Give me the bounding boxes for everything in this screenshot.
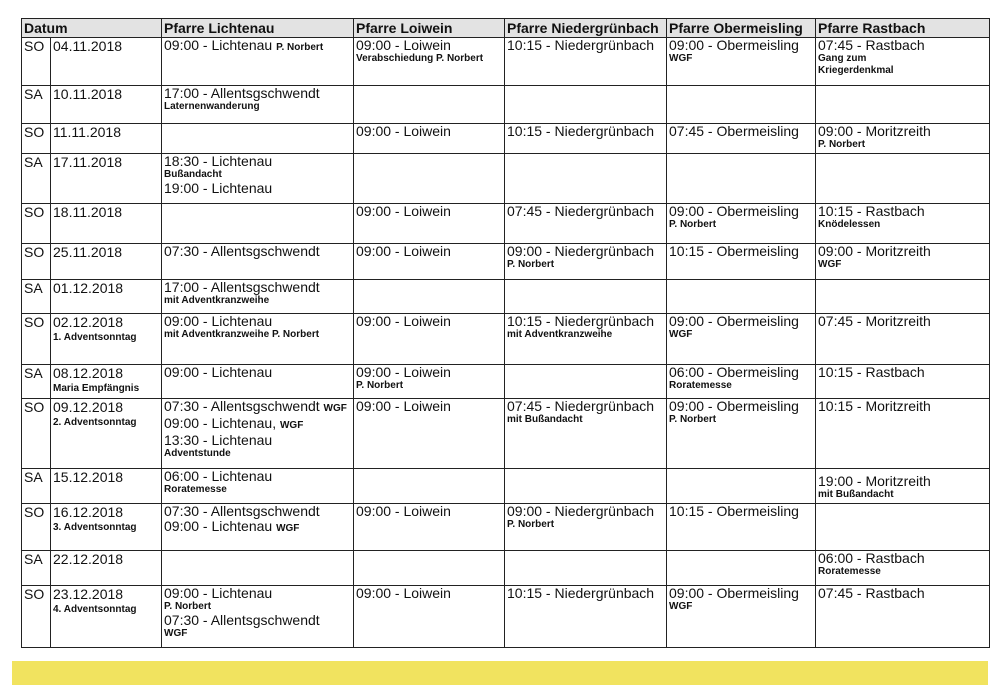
service-tag: WGF xyxy=(279,420,304,431)
loiwein-cell xyxy=(354,551,505,586)
service-note: Roratemesse xyxy=(669,380,732,391)
day-cell: SA xyxy=(22,154,51,204)
date-text: 11.11.2018 xyxy=(53,124,121,140)
date-cell xyxy=(51,38,162,86)
service-text: 10:15 - Rastbach xyxy=(818,203,925,219)
service-text: 09:00 - Lichtenau xyxy=(164,518,273,534)
rastbach-cell xyxy=(816,586,990,648)
service-text: 09:00 - Lichtenau xyxy=(164,364,273,380)
service-note: P. Norbert xyxy=(669,414,717,425)
service-text: 07:30 - Allentsgschwendt xyxy=(164,612,320,628)
obermeisling-cell xyxy=(667,280,816,314)
date-text: 09.12.2018 xyxy=(53,399,124,415)
header-obermeisling: Pfarre Obermeisling xyxy=(667,19,816,38)
header-niedergruenbach: Pfarre Niedergrünbach xyxy=(505,19,667,38)
date-text: 16.12.2018 xyxy=(53,504,124,520)
table-row xyxy=(22,154,990,204)
header-lichtenau: Pfarre Lichtenau xyxy=(162,19,354,38)
obermeisling-cell xyxy=(667,399,816,469)
date-cell xyxy=(51,314,162,365)
date-cell xyxy=(51,244,162,280)
date-text: 23.12.2018 xyxy=(53,586,124,602)
day-cell: SO xyxy=(22,204,51,244)
service-text: 10:15 - Niedergrünbach xyxy=(507,313,655,329)
day-cell: SA xyxy=(22,365,51,399)
service-text: 06:00 - Rastbach xyxy=(818,550,925,566)
date-cell xyxy=(51,204,162,244)
rastbach-cell xyxy=(816,154,990,204)
service-note: Laternenwanderung xyxy=(164,101,260,112)
obermeisling-cell xyxy=(667,204,816,244)
service-tag: WGF xyxy=(276,523,300,534)
lichtenau-cell xyxy=(162,365,354,399)
service-note: P. Norbert xyxy=(164,601,212,612)
service-text: 09:00 - Lichtenau xyxy=(164,585,273,601)
service-time xyxy=(164,416,352,433)
service-text: 07:45 - Rastbach xyxy=(818,585,925,601)
loiwein-cell xyxy=(354,280,505,314)
lichtenau-cell xyxy=(162,314,354,365)
service-text: 09:00 - Moritzreith xyxy=(818,243,931,259)
date-cell xyxy=(51,86,162,124)
rastbach-cell xyxy=(816,86,990,124)
date-text: 10.11.2018 xyxy=(53,86,123,102)
service-text: 19:00 - Lichtenau xyxy=(164,180,273,196)
date-cell xyxy=(51,154,162,204)
service-text: 09:00 - Lichtenau xyxy=(164,313,273,329)
day-cell: SA xyxy=(22,469,51,504)
date-text: 18.11.2018 xyxy=(53,204,123,220)
service-text: 09:00 - Obermeisling xyxy=(669,398,799,414)
loiwein-cell xyxy=(354,314,505,365)
service-text: 07:30 - Allentsgschwendt xyxy=(164,503,320,519)
loiwein-cell xyxy=(354,86,505,124)
date-cell xyxy=(51,586,162,648)
service-text: 09:00 - Loiwein xyxy=(356,123,451,139)
loiwein-cell xyxy=(354,504,505,551)
loiwein-cell xyxy=(354,399,505,469)
niedergruenbach-cell xyxy=(505,504,667,551)
lichtenau-cell xyxy=(162,124,354,154)
service-note: Bußandacht xyxy=(164,169,222,180)
lichtenau-cell xyxy=(162,469,354,504)
obermeisling-cell xyxy=(667,365,816,399)
date-cell xyxy=(51,365,162,399)
obermeisling-cell xyxy=(667,124,816,154)
obermeisling-cell xyxy=(667,244,816,280)
rastbach-cell xyxy=(816,551,990,586)
day-cell: SA xyxy=(22,280,51,314)
day-cell: SO xyxy=(22,504,51,551)
loiwein-cell xyxy=(354,586,505,648)
rastbach-cell xyxy=(816,469,990,504)
date-text: 04.11.2018 xyxy=(53,38,123,54)
niedergruenbach-cell xyxy=(505,365,667,399)
niedergruenbach-cell xyxy=(505,586,667,648)
service-text: 09:00 - Obermeisling xyxy=(669,37,799,53)
day-cell: SO xyxy=(22,38,51,86)
date-text: 02.12.2018 xyxy=(53,314,124,330)
rastbach-cell xyxy=(816,244,990,280)
header-rastbach: Pfarre Rastbach xyxy=(816,19,990,38)
service-text: 10:15 - Niedergrünbach xyxy=(507,123,655,139)
niedergruenbach-cell xyxy=(505,124,667,154)
service-tag: P. Norbert xyxy=(276,42,324,53)
service-text: 07:30 - Allentsgschwendt xyxy=(164,243,320,259)
highlight-bar xyxy=(12,661,988,685)
service-text: 07:30 - Allentsgschwendt xyxy=(164,398,320,414)
date-cell xyxy=(51,399,162,469)
table-row xyxy=(22,280,990,314)
lichtenau-cell xyxy=(162,38,354,86)
niedergruenbach-cell xyxy=(505,38,667,86)
service-text: 06:00 - Obermeisling xyxy=(669,364,799,380)
header-row xyxy=(22,19,990,38)
service-time xyxy=(164,519,352,536)
service-time xyxy=(164,399,352,416)
lichtenau-cell xyxy=(162,399,354,469)
service-text: 10:15 - Obermeisling xyxy=(669,503,799,519)
occasion-text: 2. Adventsonntag xyxy=(53,417,137,428)
loiwein-cell xyxy=(354,154,505,204)
occasion-text: Maria Empfängnis xyxy=(53,383,140,394)
lichtenau-cell xyxy=(162,504,354,551)
service-text: 09:00 - Obermeisling xyxy=(669,203,799,219)
service-text: 10:15 - Rastbach xyxy=(818,364,925,380)
obermeisling-cell xyxy=(667,469,816,504)
loiwein-cell xyxy=(354,204,505,244)
date-cell xyxy=(51,280,162,314)
service-note: mit Adventkranzweihe xyxy=(507,329,613,340)
service-text: 10:15 - Obermeisling xyxy=(669,243,799,259)
service-text: 19:00 - Moritzreith xyxy=(818,473,931,489)
lichtenau-cell xyxy=(162,244,354,280)
table-row xyxy=(22,86,990,124)
service-text: 18:30 - Lichtenau xyxy=(164,153,273,169)
service-note: WGF xyxy=(818,259,842,270)
table-row xyxy=(22,469,990,504)
mass-schedule-table xyxy=(21,18,990,648)
service-note: P. Norbert xyxy=(669,219,717,230)
service-note: P. Norbert xyxy=(507,519,555,530)
service-text: 06:00 - Lichtenau xyxy=(164,468,273,484)
service-note: Kriegerdenkmal xyxy=(818,65,894,76)
loiwein-cell xyxy=(354,38,505,86)
header-loiwein: Pfarre Loiwein xyxy=(354,19,505,38)
service-note: Roratemesse xyxy=(164,484,227,495)
occasion-text: 1. Adventsonntag xyxy=(53,332,137,343)
date-text: 01.12.2018 xyxy=(53,280,124,296)
day-cell: SA xyxy=(22,86,51,124)
date-cell xyxy=(51,504,162,551)
rastbach-cell xyxy=(816,399,990,469)
occasion-text: 3. Adventsonntag xyxy=(53,522,137,533)
service-note: Adventstunde xyxy=(164,448,231,459)
service-note: WGF xyxy=(164,628,188,639)
rastbach-cell xyxy=(816,314,990,365)
service-text: 10:15 - Moritzreith xyxy=(818,398,931,414)
loiwein-cell xyxy=(354,365,505,399)
rastbach-cell xyxy=(816,504,990,551)
service-text: 09:00 - Loiwein xyxy=(356,398,451,414)
service-text: 09:00 - Loiwein xyxy=(356,364,451,380)
service-text: 17:00 - Allentsgschwendt xyxy=(164,85,320,101)
niedergruenbach-cell xyxy=(505,244,667,280)
date-text: 22.12.2018 xyxy=(53,551,124,567)
service-note: mit Bußandacht xyxy=(818,489,894,500)
date-text: 08.12.2018 xyxy=(53,365,124,381)
service-text: 09:00 - Obermeisling xyxy=(669,313,799,329)
date-text: 17.11.2018 xyxy=(53,154,123,170)
service-text: 07:45 - Moritzreith xyxy=(818,313,931,329)
day-cell: SO xyxy=(22,586,51,648)
table-row xyxy=(22,244,990,280)
table-row xyxy=(22,399,990,469)
service-text: 10:15 - Niedergrünbach xyxy=(507,37,655,53)
niedergruenbach-cell xyxy=(505,551,667,586)
table-row xyxy=(22,551,990,586)
service-text: 09:00 - Loiwein xyxy=(356,203,451,219)
lichtenau-cell xyxy=(162,586,354,648)
lichtenau-cell xyxy=(162,551,354,586)
service-note: WGF xyxy=(669,601,693,612)
rastbach-cell xyxy=(816,124,990,154)
service-text: 09:00 - Loiwein xyxy=(356,313,451,329)
date-cell xyxy=(51,124,162,154)
table-row xyxy=(22,586,990,648)
service-note: P. Norbert xyxy=(507,259,555,270)
service-text: 09:00 - Niedergrünbach xyxy=(507,243,655,259)
obermeisling-cell xyxy=(667,586,816,648)
service-note: WGF xyxy=(669,329,693,340)
obermeisling-cell xyxy=(667,504,816,551)
service-text: 07:45 - Niedergrünbach xyxy=(507,398,655,414)
service-note: Verabschiedung P. Norbert xyxy=(356,53,484,64)
niedergruenbach-cell xyxy=(505,280,667,314)
date-text: 15.12.2018 xyxy=(53,469,124,485)
service-text: 09:00 - Lichtenau, xyxy=(164,415,277,431)
service-note: mit Adventkranzweihe P. Norbert xyxy=(164,329,320,340)
niedergruenbach-cell xyxy=(505,204,667,244)
service-text: 09:00 - Loiwein xyxy=(356,243,451,259)
date-text: 25.11.2018 xyxy=(53,244,123,260)
service-note: mit Bußandacht xyxy=(507,414,583,425)
service-text: 13:30 - Lichtenau xyxy=(164,432,273,448)
obermeisling-cell xyxy=(667,38,816,86)
service-note: WGF xyxy=(669,53,693,64)
service-text: 07:45 - Rastbach xyxy=(818,37,925,53)
service-text: 09:00 - Loiwein xyxy=(356,503,451,519)
niedergruenbach-cell xyxy=(505,399,667,469)
rastbach-cell xyxy=(816,280,990,314)
service-text: 09:00 - Obermeisling xyxy=(669,585,799,601)
service-time xyxy=(164,38,352,55)
loiwein-cell xyxy=(354,244,505,280)
lichtenau-cell xyxy=(162,280,354,314)
table-row xyxy=(22,504,990,551)
obermeisling-cell xyxy=(667,551,816,586)
day-cell: SO xyxy=(22,244,51,280)
obermeisling-cell xyxy=(667,86,816,124)
rastbach-cell xyxy=(816,38,990,86)
rastbach-cell xyxy=(816,204,990,244)
lichtenau-cell xyxy=(162,86,354,124)
obermeisling-cell xyxy=(667,314,816,365)
service-text: 07:45 - Niedergrünbach xyxy=(507,203,655,219)
service-text: 10:15 - Niedergrünbach xyxy=(507,585,655,601)
niedergruenbach-cell xyxy=(505,154,667,204)
obermeisling-cell xyxy=(667,154,816,204)
service-note: mit Adventkranzweihe xyxy=(164,295,270,306)
date-cell xyxy=(51,551,162,586)
table-row xyxy=(22,38,990,86)
service-text: 09:00 - Niedergrünbach xyxy=(507,503,655,519)
service-note: Gang zum xyxy=(818,53,867,64)
rastbach-cell xyxy=(816,365,990,399)
header-datum: Datum xyxy=(22,19,162,38)
service-text: 09:00 - Loiwein xyxy=(356,37,451,53)
service-note: P. Norbert xyxy=(818,139,866,150)
service-note: P. Norbert xyxy=(356,380,404,391)
table-row xyxy=(22,365,990,399)
table-row xyxy=(22,314,990,365)
date-cell xyxy=(51,469,162,504)
lichtenau-cell xyxy=(162,154,354,204)
day-cell: SO xyxy=(22,314,51,365)
service-note: Knödelessen xyxy=(818,219,881,230)
niedergruenbach-cell xyxy=(505,314,667,365)
day-cell: SO xyxy=(22,124,51,154)
service-text: 09:00 - Lichtenau xyxy=(164,37,273,53)
service-note: Roratemesse xyxy=(818,566,881,577)
day-cell: SA xyxy=(22,551,51,586)
service-text: 07:45 - Obermeisling xyxy=(669,123,799,139)
day-cell: SO xyxy=(22,399,51,469)
service-text: 09:00 - Moritzreith xyxy=(818,123,931,139)
loiwein-cell xyxy=(354,124,505,154)
occasion-text: 4. Adventsonntag xyxy=(53,604,137,615)
table-row xyxy=(22,204,990,244)
loiwein-cell xyxy=(354,469,505,504)
lichtenau-cell xyxy=(162,204,354,244)
table-row xyxy=(22,124,990,154)
niedergruenbach-cell xyxy=(505,86,667,124)
service-text: 09:00 - Loiwein xyxy=(356,585,451,601)
service-tag: WGF xyxy=(323,403,347,414)
service-text: 17:00 - Allentsgschwendt xyxy=(164,279,320,295)
niedergruenbach-cell xyxy=(505,469,667,504)
